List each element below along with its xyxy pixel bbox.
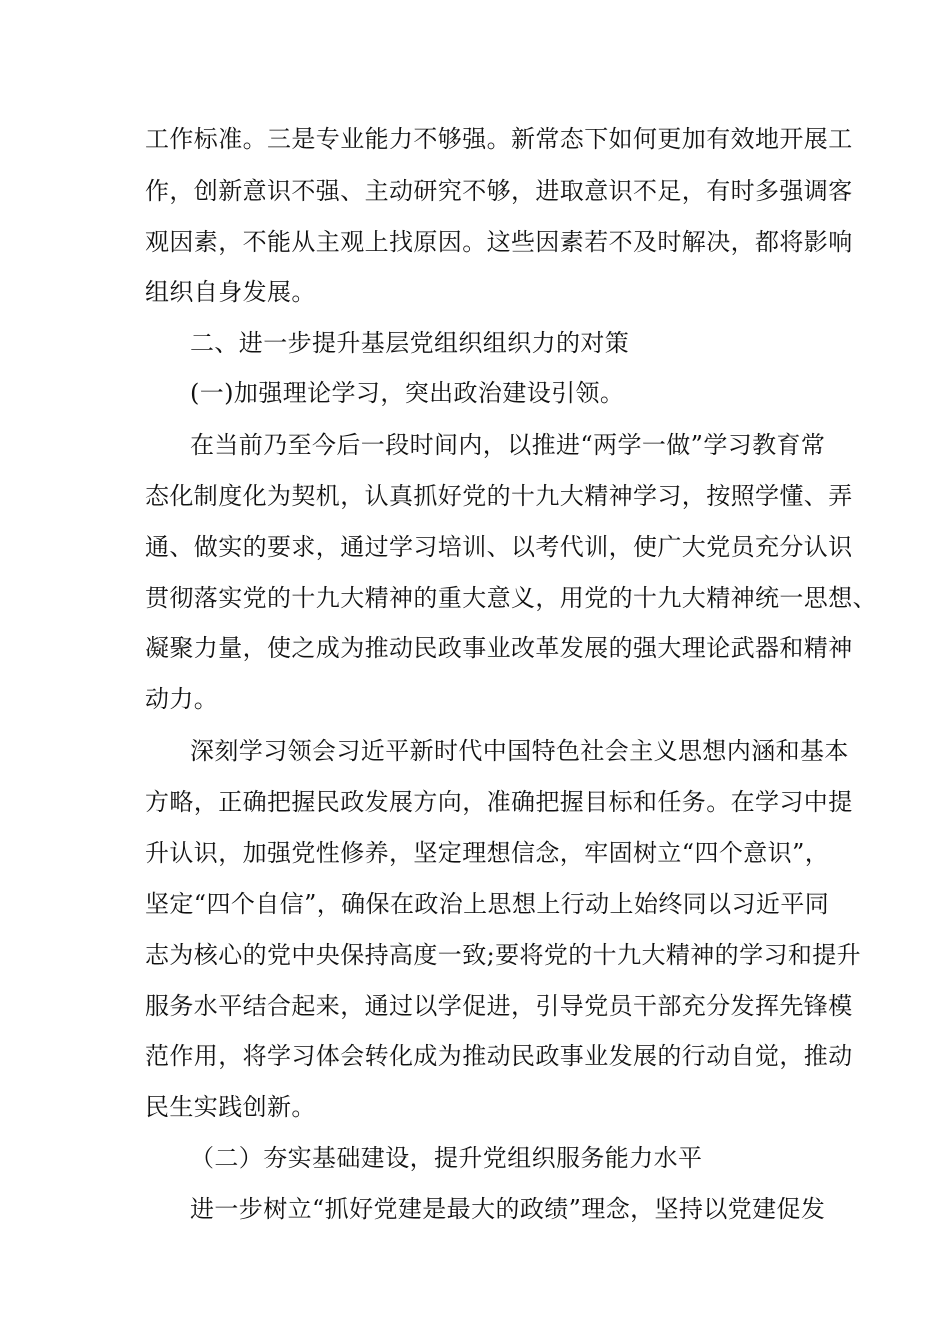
text-line: 进一步树立“抓好党建是最大的政绩”理念，坚持以党建促发 [190, 1195, 826, 1223]
text-line: 贯彻落实党的十九大精神的重大意义，用党的十九大精神统一思想、 [145, 584, 877, 612]
text-line: 动力。 [145, 685, 219, 713]
text-line: 组织自身发展。 [145, 278, 316, 306]
text-line: 工作标准。三是专业能力不够强。新常态下如何更加有效地开展工 [145, 125, 853, 153]
text-line: 坚定“四个自信”，确保在政治上思想上行动上始终同以习近平同 [145, 890, 830, 918]
text-line: 民生实践创新。 [145, 1093, 316, 1121]
text-line: 在当前乃至今后一段时间内，以推进“两学一做”学习教育常 [190, 431, 826, 459]
text-line: 服务水平结合起来，通过以学促进，引导党员干部充分发挥先锋模 [145, 992, 853, 1020]
text-line: 志为核心的党中央保持高度一致;要将党的十九大精神的学习和提升 [145, 941, 862, 969]
subsection-heading: （二）夯实基础建设，提升党组织服务能力水平 [190, 1144, 703, 1172]
text-line: 升认识，加强党性修养，坚定理想信念，牢固树立“四个意识”， [145, 839, 830, 867]
text-line: 态化制度化为契机，认真抓好党的十九大精神学习，按照学懂、弄 [145, 482, 853, 510]
text-line: 作，创新意识不强、主动研究不够，进取意识不足，有时多强调客 [145, 177, 853, 205]
text-line: 凝聚力量，使之成为推动民政事业改革发展的强大理论武器和精神 [145, 634, 853, 662]
section-heading: 二、进一步提升基层党组织组织力的对策 [190, 329, 630, 357]
text-line: 方略，正确把握民政发展方向，准确把握目标和任务。在学习中提 [145, 788, 853, 816]
text-line: 深刻学习领会习近平新时代中国特色社会主义思想内涵和基本 [190, 737, 849, 765]
text-line: 观因素，不能从主观上找原因。这些因素若不及时解决，都将影响 [145, 228, 853, 256]
text-line: 范作用，将学习体会转化成为推动民政事业发展的行动自觉，推动 [145, 1042, 853, 1070]
text-line: 通、做实的要求，通过学习培训、以考代训，使广大党员充分认识 [145, 533, 853, 561]
subsection-heading: (一)加强理论学习，突出政治建设引领。 [190, 379, 625, 407]
